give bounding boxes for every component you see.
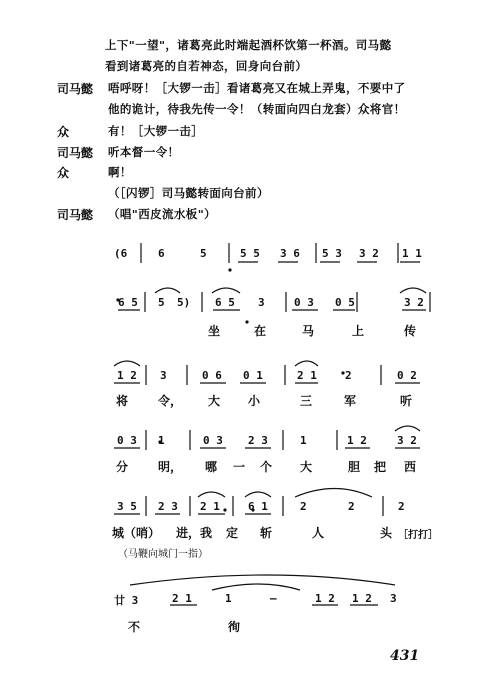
notation-cell: 0 5 — [335, 296, 355, 309]
notation-cell: (6 — [114, 247, 128, 260]
notation-cell: 2 3 — [158, 500, 178, 513]
notation-cell: 3 2 — [397, 434, 417, 447]
lyric: 明， — [158, 460, 183, 474]
notation-cell: 3 5 — [117, 500, 137, 513]
lyric: 定 — [226, 526, 239, 540]
lyric: 大 — [208, 394, 221, 408]
notation-cell: 2 1 — [200, 500, 220, 513]
notation-cell: 3 — [160, 369, 167, 382]
notation-cell: 1 2 — [117, 369, 137, 382]
lyric: 胆 — [348, 460, 361, 474]
stage-direction: （马鞭向城门一指） — [118, 549, 208, 560]
lyric: 传 — [404, 324, 417, 338]
text-line-7: 啊！ — [108, 165, 132, 179]
notation-cell: 1 2 — [315, 592, 335, 605]
lyric: 听 — [400, 394, 413, 408]
lyric: 进，我 — [176, 526, 213, 540]
notation-cell: 2 — [398, 500, 405, 513]
text-line-6: 听本督一令！ — [108, 145, 180, 159]
lyric: 在 — [254, 324, 267, 338]
notation-cell: 0 1 — [243, 369, 263, 382]
page-number: 431 — [390, 648, 420, 664]
notation-cell: 2 1 — [297, 369, 317, 382]
notation-cell: 1 — [300, 434, 307, 447]
text-line-9: （唱"西皮流水板"） — [108, 207, 216, 221]
notation-cell: 2 — [348, 500, 355, 513]
lyric: 不 — [128, 620, 141, 634]
notation-cell: 6 5 — [118, 296, 138, 309]
speaker-label: 司马懿 — [57, 146, 94, 160]
lyric: 三 — [300, 394, 313, 408]
lyric: 个 — [260, 460, 273, 474]
notation-cell: 5 5 — [240, 247, 260, 260]
lyric: 小 — [248, 394, 261, 408]
notation-cell: 1 2 — [347, 434, 367, 447]
notation-cell: 1 — [158, 434, 165, 447]
notation-cell: 2 — [345, 369, 352, 382]
lyric: 坐 — [208, 324, 221, 338]
lyric: 斩 — [260, 526, 273, 540]
notation-cell: 0 6 — [202, 369, 222, 382]
lyric: 人 — [312, 526, 325, 540]
percussion-cue: ［打打］ — [398, 530, 438, 541]
text-line-2: 看到诸葛亮的自若神态，回身向台前） — [105, 59, 308, 73]
notation-cell: 3 — [258, 296, 265, 309]
notation-cell: 5 3 — [322, 247, 342, 260]
notation-cell: 6 1 — [248, 500, 268, 513]
speaker-label: 众 — [57, 166, 70, 180]
notation-cell: 0 3 — [117, 434, 137, 447]
notation-cell: 3 — [390, 592, 397, 605]
notation-cell: 3 6 — [280, 247, 300, 260]
speaker-label: 司马懿 — [57, 82, 94, 96]
text-line-8: （［闪锣］司马懿转面向台前） — [108, 186, 269, 200]
notation-cell: 1 1 — [402, 247, 422, 260]
notation-cell: 3 2 — [359, 247, 379, 260]
notation-cell: 5 — [200, 247, 207, 260]
notation-cell: 6 — [158, 247, 165, 260]
lyric: 分 — [116, 460, 129, 474]
notation-cell: 2 1 — [172, 592, 192, 605]
lyric: 徇 — [228, 620, 241, 634]
notation-cell: 2 3 — [248, 434, 268, 447]
lyric: 大 — [300, 460, 313, 474]
notation-cell: 0 2 — [397, 369, 417, 382]
lyric: 城（哨） — [112, 526, 161, 540]
text-line-5: 有！［大锣一击］ — [108, 124, 204, 138]
speaker-label: 众 — [57, 125, 70, 139]
notation-cell: 廿 3 — [114, 594, 139, 607]
lyric: 令， — [158, 394, 183, 408]
lyric: 马 — [302, 324, 315, 338]
notation-cell: 5) — [177, 296, 191, 309]
notation-cell: 2 — [300, 500, 307, 513]
lyric: 西 — [404, 460, 417, 474]
lyric: 头 — [380, 526, 393, 540]
lyric: 哪 — [205, 460, 218, 474]
text-line-4: 他的诡计，待我先传一令！（转面向四白龙套）众将官！ — [108, 102, 406, 116]
notation-cell: 0 3 — [294, 296, 314, 309]
lyric: 军 — [344, 394, 357, 408]
lyric: 把 — [374, 460, 387, 474]
notation-cell: 0 3 — [203, 434, 223, 447]
speaker-label: 司马懿 — [57, 208, 94, 222]
notation-cell: – — [270, 592, 277, 605]
lyric: 将 — [116, 394, 129, 408]
text-line-3: 唔呼呀！［大锣一击］看诸葛亮又在城上弄鬼，不要中了 — [108, 81, 406, 95]
lyric: 上 — [352, 324, 365, 338]
notation-cell: 1 — [225, 592, 232, 605]
lyric: 一 — [233, 460, 246, 474]
text-line-1: 上下"一望"，诸葛亮此时端起酒杯饮第一杯酒。司马懿 — [105, 38, 392, 52]
notation-cell: 6 5 — [215, 296, 235, 309]
notation-cell: 5 — [158, 296, 165, 309]
notation-cell: 3 2 — [404, 296, 424, 309]
notation-cell: 1 2 — [352, 592, 372, 605]
